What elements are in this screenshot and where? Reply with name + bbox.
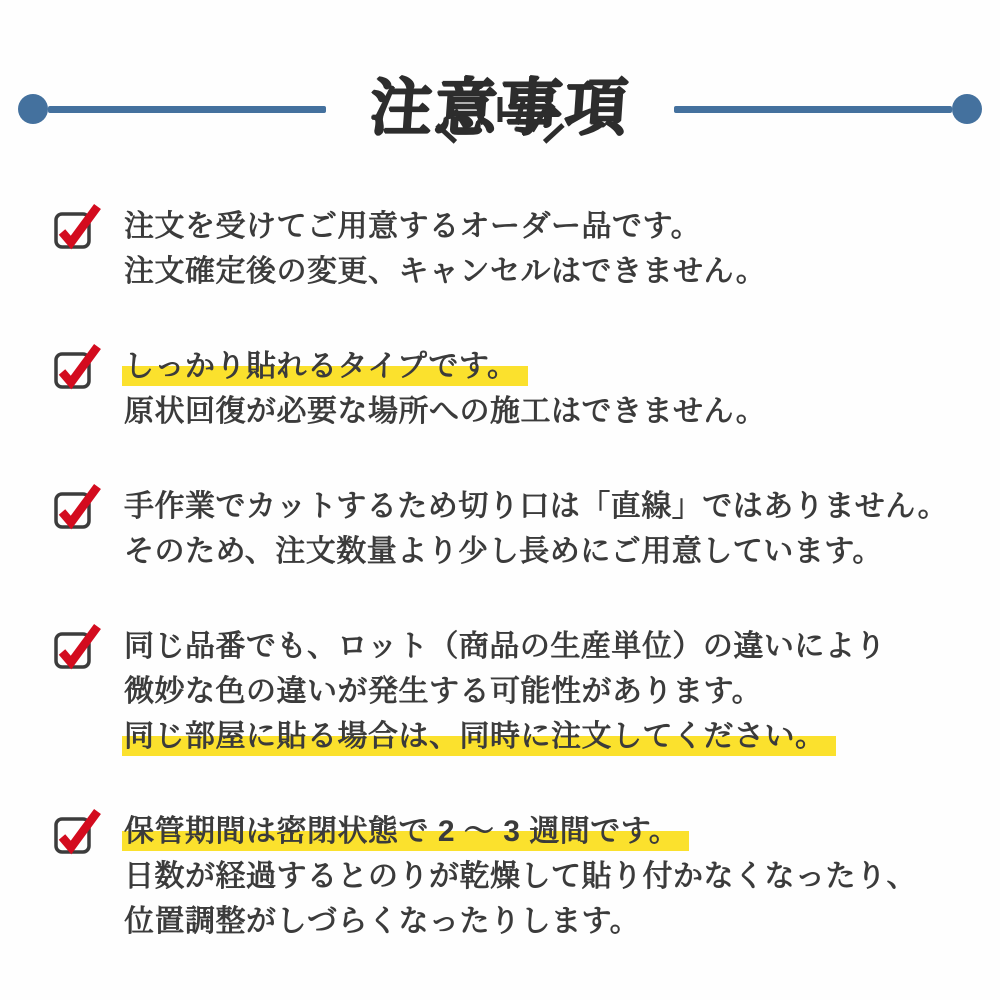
header <box>0 74 1000 143</box>
item-text-line <box>124 249 1000 294</box>
red-checkmark-icon <box>52 806 102 856</box>
item-text <box>124 809 1000 944</box>
red-checkmark-icon <box>52 341 102 391</box>
item-text-line <box>124 389 1000 434</box>
item-text-line <box>124 484 1000 529</box>
item-text-line <box>124 669 1000 714</box>
left-dot-icon <box>18 94 48 124</box>
list-item <box>52 344 1000 434</box>
list-item <box>52 204 1000 294</box>
plain-text: 注文確定後の変更、キャンセルはできません。 <box>124 255 767 288</box>
highlighted-text: 保管期間は密閉状態で 2 〜 3 週間です。 <box>122 815 689 851</box>
red-checkmark-icon <box>52 621 102 671</box>
plain-text: 注文を受けてご用意するオーダー品です。 <box>124 210 702 243</box>
item-text <box>124 624 1000 759</box>
plain-text: 原状回復が必要な場所への施工はできません。 <box>124 395 767 428</box>
title-divider-row <box>0 74 1000 143</box>
page-title: 注意事項 <box>367 74 633 143</box>
list-item <box>52 484 1000 574</box>
plain-text: 日数が経過するとのりが乾燥して貼り付かなくなったり、 <box>124 860 917 893</box>
item-text-line <box>124 204 1000 249</box>
item-text-line <box>124 344 1000 389</box>
plain-text: 手作業でカットするため切り口は「直線」ではありません。 <box>124 490 949 523</box>
red-checkmark-icon <box>52 201 102 251</box>
item-text <box>124 204 1000 294</box>
item-text-line <box>124 809 1000 854</box>
item-text-line <box>124 529 1000 574</box>
item-text <box>124 484 1000 574</box>
item-text <box>124 344 1000 434</box>
list-item <box>52 809 1000 944</box>
highlighted-text: 同じ部屋に貼る場合は、同時に注文してください。 <box>122 720 836 756</box>
checklist <box>52 204 1000 944</box>
plain-text: 微妙な色の違いが発生する可能性があります。 <box>124 675 763 708</box>
highlighted-text: しっかり貼れるタイプです。 <box>122 350 528 386</box>
plain-text: 位置調整がしづらくなったりします。 <box>124 905 641 938</box>
list-item <box>52 624 1000 759</box>
red-checkmark-icon <box>52 481 102 531</box>
item-text-line <box>124 899 1000 944</box>
item-text-line <box>124 714 1000 759</box>
right-dot-icon <box>952 94 982 124</box>
plain-text: そのため、注文数量より少し長めにご用意しています。 <box>124 535 883 568</box>
right-divider-line <box>674 106 952 113</box>
item-text-line <box>124 624 1000 669</box>
item-text-line <box>124 854 1000 899</box>
left-divider-line <box>48 106 326 113</box>
plain-text: 同じ品番でも、ロット（商品の生産単位）の違いにより <box>124 630 886 663</box>
